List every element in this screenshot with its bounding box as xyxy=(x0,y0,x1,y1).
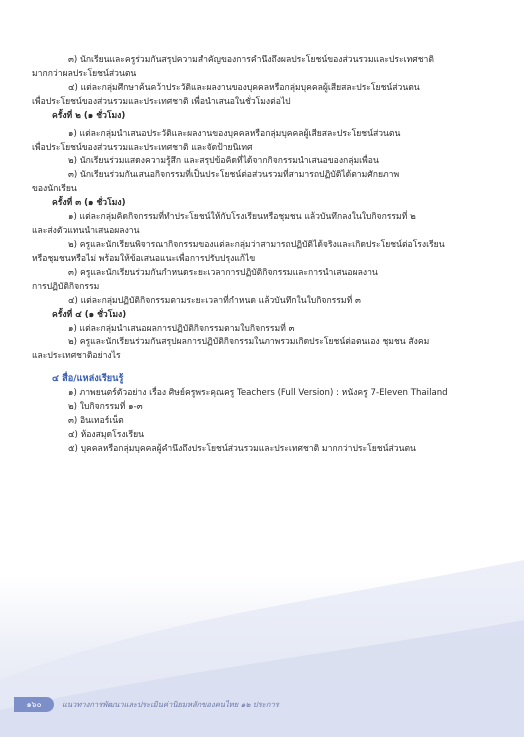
paragraph-line: ๒) นักเรียนร่วมแสดงความรู้สึก และสรุปข้อคิดที่ได้จากกิจกรรมนำเสนอของกลุ่มเพื่อน xyxy=(68,156,379,167)
paragraph-line: ๓) ครูและนักเรียนร่วมกันกำหนดระยะเวลาการปฏิบัติกิจกรรมและการนำเสนอผลงาน xyxy=(68,267,378,278)
page-footer xyxy=(0,694,524,714)
paragraph-line: ๑) แต่ละกลุ่มนำเสนอผลการปฏิบัติกิจกรรมตามใบกิจกรรมที่ ๓ xyxy=(68,323,295,334)
paragraph-line: มากกว่าผลประโยชน์ส่วนตน xyxy=(32,68,137,79)
footer-title: แนวทางการพัฒนาและประเมินค่านิยมหลักของคนไทย ๑๒ ประการ xyxy=(62,700,279,709)
document-body xyxy=(32,54,496,457)
paragraph-line: เพื่อประโยชน์ของส่วนรวมและประเทศชาติ และจัดป้ายนิเทศ xyxy=(32,142,253,153)
paragraph-line: ๒) ครูและนักเรียนร่วมกันสรุปผลการปฏิบัติกิจกรรมในภาพรวมเกิดประโยชน์ต่อตนเอง ชุมชน สังคม xyxy=(68,337,430,348)
paragraph-line: ๔) แต่ละกลุ่มศึกษาค้นคว้าประวัติและผลงานของบุคคลหรือกลุ่มบุคคลผู้เสียสละประโยชน์ส่วนตน xyxy=(68,82,420,93)
resource-item: ๓) อินเทอร์เน็ต xyxy=(68,416,124,427)
paragraph-line: ของนักเรียน xyxy=(32,184,77,195)
section-title: ๔ สื่อ/แหล่งเรียนรู้ xyxy=(52,373,124,385)
paragraph-line: และประเทศชาติอย่างไร xyxy=(32,351,121,362)
paragraph-line: ๓) นักเรียนและครูร่วมกันสรุปความสำคัญของการคำนึงถึงผลประโยชน์ของส่วนรวมและประเทศชาติ xyxy=(68,55,434,65)
paragraph-line: เพื่อประโยชน์ของส่วนรวมและประเทศชาติ เพื่อนำเสนอในชั่วโมงต่อไป xyxy=(32,96,291,107)
paragraph-line: ๑) แต่ละกลุ่มนำเสนอประวัติและผลงานของบุคคลหรือกลุ่มบุคคลผู้เสียสละประโยชน์ส่วนตน xyxy=(68,128,401,139)
paragraph-line: และส่งตัวแทนนำเสนอผลงาน xyxy=(32,226,140,237)
session-heading: ครั้งที่ ๒ (๑ ชั่วโมง) xyxy=(52,110,126,121)
paragraph-line: ๒) ครูและนักเรียนพิจารณากิจกรรมของแต่ละกลุ่มว่าสามารถปฏิบัติได้จริงและเกิดประโยชน์ต่อโรงเรียน xyxy=(68,239,445,250)
resource-item: ๔) ห้องสมุดโรงเรียน xyxy=(68,429,144,440)
paragraph-line: การปฏิบัติกิจกรรม xyxy=(32,281,100,292)
session-heading: ครั้งที่ ๔ (๑ ชั่วโมง) xyxy=(52,309,127,320)
resource-item: ๕) บุคคลหรือกลุ่มบุคคลผู้คำนึงถึงประโยชน์ส่วนรวมและประเทศชาติ มากกว่าประโยชน์ส่วนตน xyxy=(68,443,416,454)
paragraph-line: หรือชุมชนหรือไม่ พร้อมให้ข้อเสนอแนะเพื่อการปรับปรุงแก้ไข xyxy=(32,253,256,264)
page-number: ๑๖๐ xyxy=(14,697,54,712)
resource-item: ๒) ใบกิจกรรมที่ ๑-๓ xyxy=(68,402,143,413)
resource-item: ๑) ภาพยนตร์ตัวอย่าง เรื่อง ศิษย์ครูพระคุณครู Teachers (Full Version) : หนังครู 7-Eleven Thailand xyxy=(68,388,448,399)
paragraph-line: ๔) แต่ละกลุ่มปฏิบัติกิจกรรมตามระยะเวลาที่กำหนด แล้วบันทึกในใบกิจกรรมที่ ๓ xyxy=(68,295,361,306)
paragraph-line: ๑) แต่ละกลุ่มคิดกิจกรรมที่ทำประโยชน์ให้กับโรงเรียนหรือชุมชน แล้วบันทึกลงในใบกิจกรรมที่ ๒ xyxy=(68,212,416,223)
paragraph-line: ๓) นักเรียนร่วมกันเสนอกิจกรรมที่เป็นประโยชน์ต่อส่วนรวมที่สามารถปฏิบัติได้ตามศักยภาพ xyxy=(68,170,400,181)
session-heading: ครั้งที่ ๓ (๑ ชั่วโมง) xyxy=(52,198,126,209)
